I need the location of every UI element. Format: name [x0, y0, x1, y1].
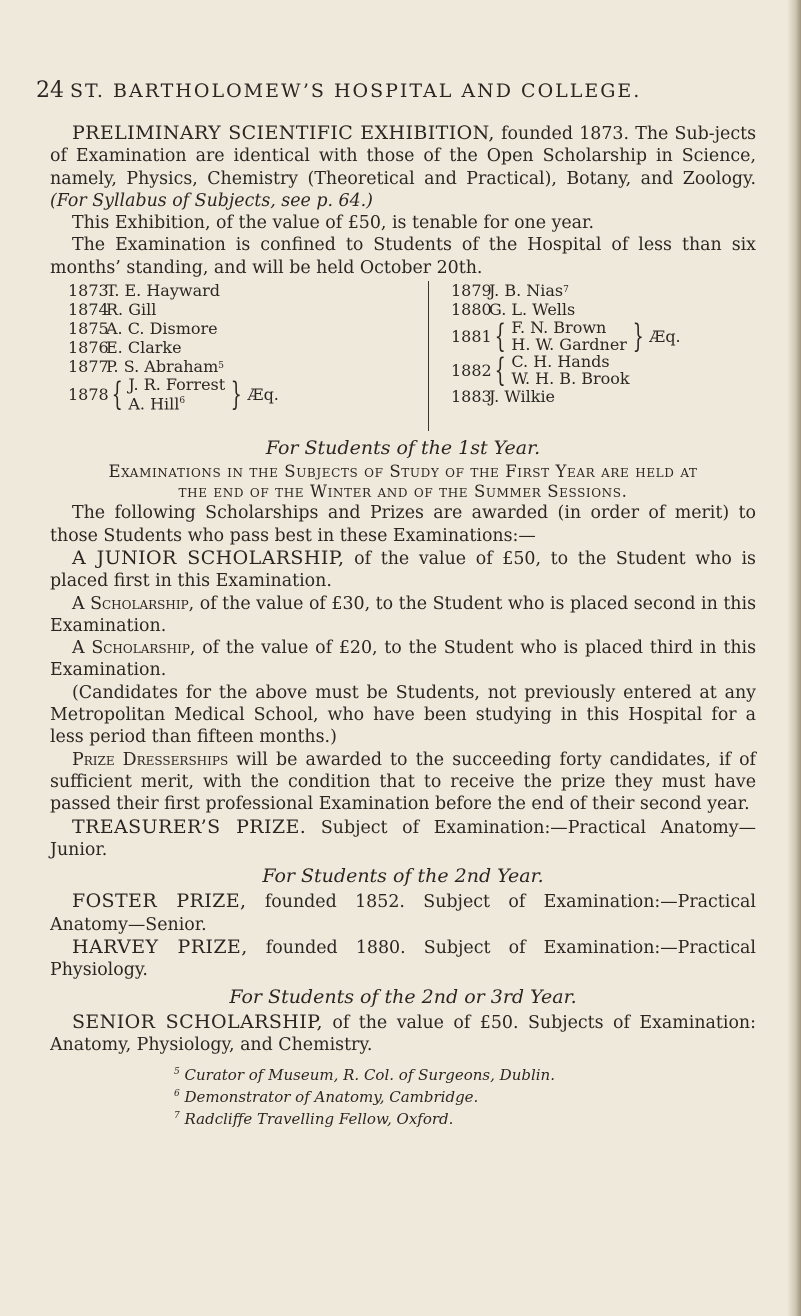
holder-row: 1875 A. C. Dismore	[68, 319, 218, 339]
footnote-mark: 6	[179, 396, 186, 407]
holder-row: 1876 E. Clarke	[68, 338, 182, 358]
prelim-conditions: The Examination is confined to Students of the Hospital of less than six months’ standing, and will be held October 20th.	[50, 235, 756, 278]
prelim-heading: PRELIMINARY SCIENTIFIC EXHIBITION,	[72, 122, 495, 144]
exams-line-2: the end of the Winter and of the Summer Sessions.	[178, 482, 628, 502]
holders-right-column	[428, 281, 771, 431]
footnotes	[50, 1063, 756, 1129]
holder-row: 1874 R. Gill	[68, 300, 157, 320]
footnote: $^5$ Curator of Museum, R. Col. of Surgeons, Dublin.	[174, 1065, 555, 1084]
right-brace: }	[230, 375, 242, 414]
second-year-heading: For Students of the 2nd Year.	[262, 865, 544, 888]
third-scholarship: A Scholarship, of the value of £20, to the Student who is placed third in this Examination.	[50, 638, 757, 681]
footnote-mark: 5	[218, 361, 224, 372]
third-year-heading: For Students of the 2nd or 3rd Year.	[229, 985, 577, 1008]
footnote: $^7$ Radcliffe Travelling Fellow, Oxford.	[174, 1109, 454, 1128]
junior-scholarship: A JUNIOR SCHOLARSHIP, of the value of £50, to the Student who is placed first in this Examination.	[50, 546, 756, 592]
prelim-text: founded 1873. The Sub-jects of Examination are identical with those of the Open Scholarship in Science, namely, Physics, Chemistry (Theoretical and Practical), Botany, and Zoology.	[50, 124, 757, 189]
candidates-note: (Candidates for the above must be Students, not previously entered at any Metropolitan Medical School, who have been studying in this Hospital for a less period than fifteen months.)	[50, 682, 756, 748]
prize-dresserships: Prize Dresserships will be awarded to the succeeding forty candidates, if of sufficient merit, with the condition that to receive the prize they must have passed their first professional Examination before the end of their second year.	[50, 749, 756, 815]
holder-row-bracketed: 1882 { C. H. Hands W. H. B. Brook	[451, 351, 630, 390]
syllabus-reference: (For Syllabus of Subjects, see p. 64.)	[50, 190, 373, 211]
footnote-mark: 7	[563, 285, 569, 296]
foster-prize: FOSTER PRIZE, founded 1852. Subject of Examination:—Practical Anatomy—Senior.	[50, 890, 756, 935]
harvey-prize: HARVEY PRIZE, founded 1880. Subject of Examination:—Practical Physiology.	[50, 936, 756, 981]
aequales-label: Æq.	[649, 326, 681, 346]
exams-line-1: Examinations in the Subjects of Study of the First Year are held at	[108, 462, 698, 482]
left-brace: {	[494, 351, 506, 390]
page-body	[50, 122, 756, 1129]
aequales-label: Æq.	[247, 384, 279, 404]
left-brace: {	[494, 317, 506, 356]
second-scholarship: A Scholarship, of the value of £30, to the Student who is placed second in this Examination.	[50, 593, 756, 636]
holder-row-bracketed: 1881 { F. N. Brown H. W. Gardner } Æq.	[451, 317, 681, 356]
awards-intro: The following Scholarships and Prizes are awarded (in order of merit) to those Students who pass best in these Examinations:—	[50, 503, 756, 546]
left-brace: {	[111, 375, 123, 414]
holders-left-column	[68, 281, 398, 412]
holder-row: 1879 J. B. Nias 7	[451, 281, 569, 301]
holder-row: 1873 T. E. Hayward	[68, 281, 220, 301]
holder-row: 1880 G. L. Wells	[451, 300, 576, 320]
page-edge-shadow	[787, 0, 801, 1316]
prelim-paragraph	[50, 122, 756, 212]
senior-scholarship: SENIOR SCHOLARSHIP, of the value of £50. Subjects of Examination: Anatomy, Physiology, and Chemistry.	[50, 1010, 756, 1056]
holder-row: 1883 J. Wilkie	[451, 387, 556, 407]
treasurers-prize: TREASURER’S PRIZE. Subject of Examination:—Practical Anatomy—Junior.	[50, 815, 756, 860]
holder-row: 1877 P. S. Abraham 5	[68, 357, 224, 377]
holders-list	[50, 281, 756, 433]
first-year-heading: For Students of the 1st Year.	[265, 437, 541, 460]
prelim-value: This Exhibition, of the value of £50, is tenable for one year.	[72, 213, 594, 234]
holder-row-bracketed: 1878 { J. R. Forrest A. Hill$^6$ } Æq.	[68, 375, 279, 414]
footnote: $^6$ Demonstrator of Anatomy, Cambridge.	[174, 1087, 479, 1106]
page-header	[36, 72, 761, 102]
right-brace: }	[632, 317, 644, 356]
running-title: ST. BARTHOLOMEW’S HOSPITAL AND COLLEGE.	[70, 80, 642, 102]
page-number: 24	[36, 78, 64, 103]
